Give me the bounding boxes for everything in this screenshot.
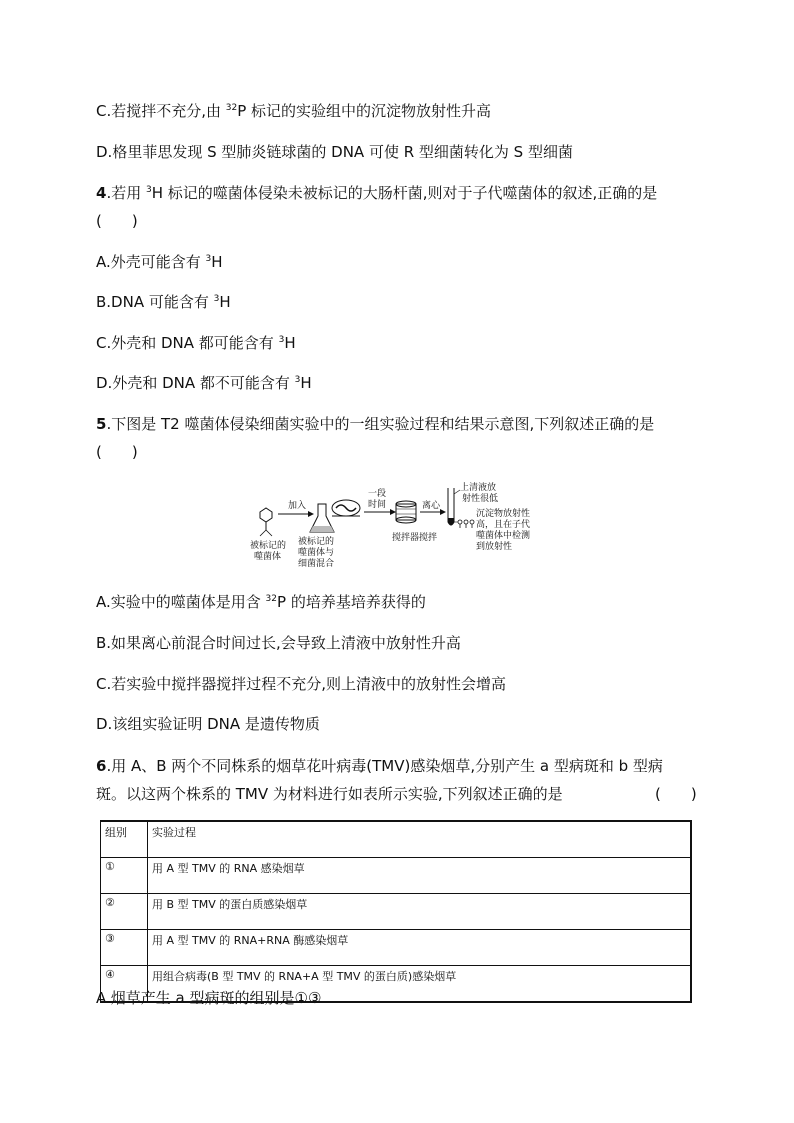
- test-tube-icon: [448, 488, 454, 525]
- flask-icon: [310, 504, 334, 532]
- labeled-phage-label-2: 噬菌体: [254, 552, 282, 562]
- experiment-table: [100, 820, 692, 1003]
- q4-stem: 4.若用 $^3$H 标记的噬菌体侵染未被标记的大肠杆菌,则对于子代噬菌体的叙述,正确的是: [96, 184, 658, 202]
- table-cell-process: 用 A 型 TMV 的 RNA 感染烟草: [148, 858, 692, 894]
- supernatant-label-2: 射性很低: [462, 494, 499, 504]
- sediment-label-2: 高，且在子代: [476, 520, 531, 530]
- table-row: [101, 930, 692, 966]
- time-label-1: 一段: [368, 489, 387, 499]
- q4-number: 4: [96, 184, 107, 202]
- q5-option-a: A.实验中的噬菌体是用含 $^{32}$P 的培养基培养获得的: [96, 593, 426, 611]
- sediment-label-3: 噬菌体中检测: [476, 531, 531, 541]
- table-cell-group: ④: [101, 966, 148, 1003]
- q4-option-b: B.DNA 可能含有 $^3$H: [96, 293, 231, 311]
- table-row: [101, 858, 692, 894]
- labeled-phage-label-1: 被标记的: [250, 541, 287, 551]
- q5-stem: 5.下图是 T2 噬菌体侵染细菌实验中的一组实验过程和结果示意图,下列叙述正确的是: [96, 415, 655, 433]
- q5-number: 5: [96, 415, 107, 433]
- q4-answer-paren: ( ): [96, 212, 138, 230]
- q3-option-c: C.若搅拌不充分,由 $^{32}$P 标记的实验组中的沉淀物放射性升高: [96, 102, 492, 120]
- q5-answer-paren: ( ): [96, 443, 138, 461]
- table-cell-process: 用 B 型 TMV 的蛋白质感染烟草: [148, 894, 692, 930]
- mix-label-1: 被标记的: [298, 537, 335, 547]
- q5-option-c: C.若实验中搅拌器搅拌过程不充分,则上清液中的放射性会增高: [96, 675, 507, 693]
- supernatant-label-1: 上清液放: [460, 483, 497, 493]
- time-arrowhead: [390, 509, 396, 515]
- centrifuge-label: 离心: [422, 501, 441, 511]
- stirrer-icon: [396, 501, 416, 523]
- table-cell-process: 用 A 型 TMV 的 RNA+RNA 酶感染烟草: [148, 930, 692, 966]
- centrifuge-arrowhead: [440, 509, 446, 515]
- q6-answer-paren: ( ): [655, 785, 697, 803]
- table-header-row: [101, 821, 692, 858]
- q4-option-d: D.外壳和 DNA 都不可能含有 $^3$H: [96, 374, 312, 392]
- add-label: 加入: [288, 501, 307, 511]
- q4-option-a: A.外壳可能含有 $^3$H: [96, 253, 223, 271]
- table-cell-process: 用组合病毒(B 型 TMV 的 RNA+A 型 TMV 的蛋白质)感染烟草: [148, 966, 692, 1003]
- phage-experiment-diagram: [248, 482, 548, 572]
- q6-number: 6: [96, 757, 107, 775]
- q6-option-a: A.烟草产生 a 型病斑的组别是①③: [96, 989, 322, 1007]
- mix-label-3: 细菌混合: [298, 559, 335, 569]
- sediment-label-1: 沉淀物放射性: [476, 509, 531, 519]
- bacteria-icon: [332, 500, 360, 516]
- table-cell-group: ②: [101, 894, 148, 930]
- progeny-phage-icons: [458, 520, 474, 528]
- q4-option-c: C.外壳和 DNA 都可能含有 $^3$H: [96, 334, 296, 352]
- table-row: [101, 894, 692, 930]
- labeled-phage-icon: [260, 508, 272, 536]
- q6-stem-line-1: 6.用 A、B 两个不同株系的烟草花叶病毒(TMV)感染烟草,分别产生 a 型病斑和 b 型病: [96, 757, 663, 775]
- q3-option-d: D.格里菲思发现 S 型肺炎链球菌的 DNA 可使 R 型细菌转化为 S 型细菌: [96, 143, 573, 161]
- q5-option-d: D.该组实验证明 DNA 是遗传物质: [96, 715, 320, 733]
- table-cell-group: ③: [101, 930, 148, 966]
- table-header-group: 组别: [101, 821, 148, 858]
- add-arrowhead: [308, 511, 314, 517]
- mix-label-2: 噬菌体与: [298, 548, 335, 558]
- q6-stem-line-2: 斑。以这两个株系的 TMV 为材料进行如表所示实验,下列叙述正确的是: [96, 785, 563, 803]
- table-cell-group: ①: [101, 858, 148, 894]
- time-label-2: 时间: [368, 500, 387, 510]
- q5-option-b: B.如果离心前混合时间过长,会导致上清液中放射性升高: [96, 634, 461, 652]
- sediment-label-4: 到放射性: [476, 542, 513, 552]
- table-header-process: 实验过程: [148, 821, 692, 858]
- stirrer-label: 搅拌器搅拌: [392, 533, 438, 543]
